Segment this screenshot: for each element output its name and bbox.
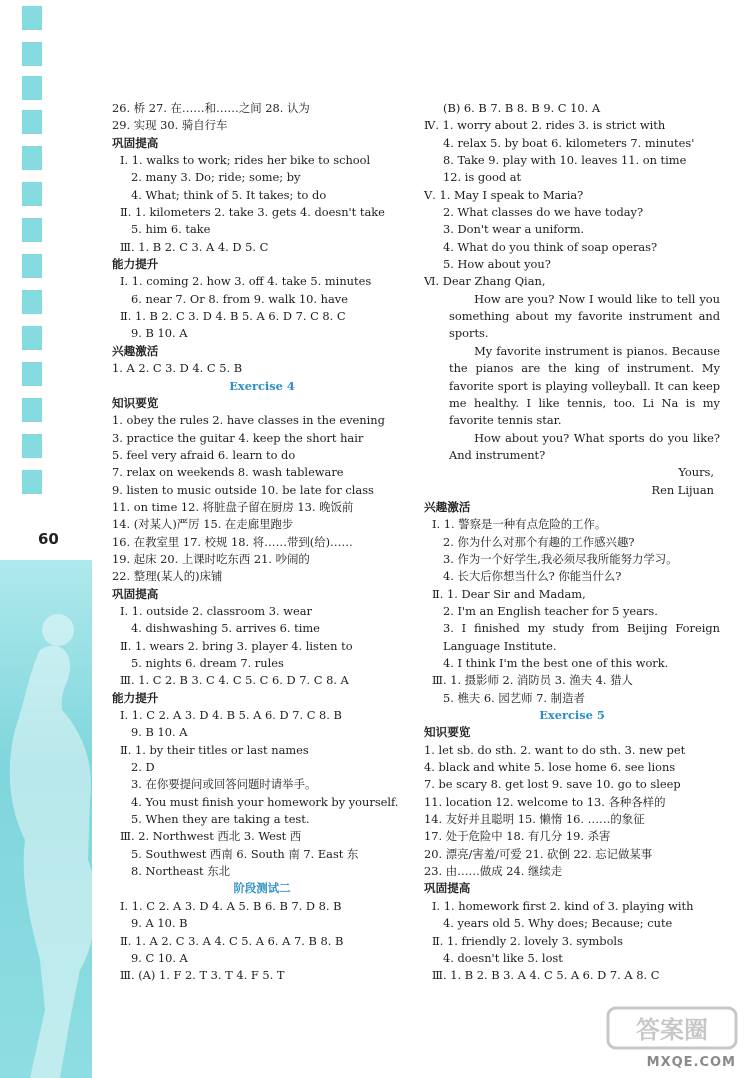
section-heading: 能力提升	[112, 690, 159, 705]
runner-silhouette-icon	[0, 560, 92, 1078]
margin-tab	[22, 6, 42, 30]
answer-line: (B) 6. B 7. B 8. B 9. C 10. A	[443, 101, 601, 115]
answer-line: 11. location 12. welcome to 13. 各种各样的	[424, 794, 666, 809]
exercise-title: Exercise 4	[229, 378, 295, 393]
answer-line: Ⅲ. 2. Northwest 西北 3. West 西	[120, 829, 302, 844]
answer-line: Ⅱ. 1. kilometers 2. take 3. gets 4. doesn't take	[120, 205, 385, 220]
letter-paragraph: How are you? Now I would like to tell you something about my favorite instrument and sports.	[449, 291, 720, 341]
letter-paragraph: My favorite instrument is pianos. Because the pianos are the king of instrument. My favorite sport is playing volleyball. It can keep me healthy. I like tennis, too. Li Na is my favorite tennis star.	[449, 343, 720, 428]
margin-tab	[22, 434, 42, 458]
answer-line: 4. You must finish your homework by yourself.	[131, 794, 399, 809]
answer-line: 3. practice the guitar 4. keep the short hair	[112, 430, 364, 445]
answer-line: 5. When they are taking a test.	[131, 812, 310, 827]
margin-tab	[22, 290, 42, 314]
answer-line: 7. be scary 8. get lost 9. save 10. go to sleep	[424, 777, 681, 792]
answer-line: Ⅴ. 1. May I speak to Maria?	[424, 187, 584, 202]
answer-line: 4. doesn't like 5. lost	[443, 950, 563, 965]
margin-tab	[22, 182, 42, 206]
section-heading: 知识要览	[112, 395, 159, 410]
answer-line: 29. 实现 30. 骑自行车	[112, 118, 228, 133]
exercise-title: Exercise 5	[539, 708, 605, 723]
answer-line: 5. feel very afraid 6. learn to do	[112, 447, 296, 462]
answer-line: 8. Take 9. play with 10. leaves 11. on time	[443, 153, 687, 168]
section-heading: 知识要览	[424, 725, 471, 740]
answer-line: Ⅲ. 1. B 2. C 3. A 4. D 5. C	[120, 239, 269, 254]
answer-line: 14. 友好并且聪明 15. 懒惰 16. ……的象征	[424, 812, 645, 827]
answer-line: 9. B 10. A	[131, 326, 188, 341]
answer-line: 22. 整理(某人的)床铺	[112, 569, 223, 584]
answer-line: 2. I'm an English teacher for 5 years.	[443, 603, 658, 618]
answer-line: Ⅱ. 1. B 2. C 3. D 4. B 5. A 6. D 7. C 8. C	[120, 309, 346, 324]
answer-line: 19. 起床 20. 上课时吃东西 21. 吵闹的	[112, 551, 310, 566]
answer-line: 17. 处于危险中 18. 有几分 19. 杀害	[424, 829, 611, 844]
answer-line: 5. Southwest 西南 6. South 南 7. East 东	[131, 846, 359, 861]
margin-tab	[22, 362, 42, 386]
answer-line: 2. 你为什么对那个有趣的工作感兴趣?	[443, 534, 635, 549]
section-heading: 兴趣激活	[112, 343, 159, 358]
page-margin-decoration	[0, 0, 100, 1078]
answer-line: 5. How about you?	[443, 257, 551, 272]
answer-line: Ⅱ. 1. friendly 2. lovely 3. symbols	[432, 933, 623, 948]
answer-line: Ⅲ. (A) 1. F 2. T 3. T 4. F 5. T	[120, 968, 285, 983]
letter-paragraph: How about you? What sports do you like? And instrument?	[449, 430, 720, 462]
answer-line: 4. What do you think of soap operas?	[443, 239, 658, 254]
answer-line: Yours,	[678, 465, 714, 480]
answer-line: 16. 在教室里 17. 校规 18. 将……带到(给)……	[112, 534, 353, 549]
answer-line: 4. 长大后你想当什么? 你能当什么?	[443, 569, 622, 584]
answer-line: 9. listen to music outside 10. be late for class	[112, 482, 374, 497]
answer-line: 12. is good at	[443, 170, 522, 185]
section-heading: 巩固提高	[112, 586, 159, 601]
answer-line: Ⅰ. 1. C 2. A 3. D 4. A 5. B 6. B 7. D 8. B	[120, 898, 342, 913]
answer-line: Ⅲ. 1. C 2. B 3. C 4. C 5. C 6. D 7. C 8. A	[120, 673, 349, 688]
answer-line: 26. 桥 27. 在……和……之间 28. 认为	[112, 101, 310, 115]
answer-line: 20. 漂亮/害羞/可爱 21. 砍倒 22. 忘记做某事	[424, 846, 653, 861]
answer-line: Ⅰ. 1. homework first 2. kind of 3. playing with	[432, 898, 694, 913]
answer-line: Ⅱ. 1. wears 2. bring 3. player 4. listen to	[120, 638, 353, 653]
watermark-text: MXQE.COM	[646, 1055, 736, 1070]
answer-line: 2. D	[131, 760, 155, 775]
answer-line: Ⅰ. 1. coming 2. how 3. off 4. take 5. minutes	[120, 274, 372, 289]
answer-line: 4. years old 5. Why does; Because; cute	[443, 916, 673, 931]
answer-line: 8. Northeast 东北	[131, 864, 231, 879]
answer-line: Ⅰ. 1. C 2. A 3. D 4. B 5. A 6. D 7. C 8. B	[120, 708, 342, 723]
section-heading: 兴趣激活	[424, 499, 471, 514]
answer-line: 14. (对某人)严厉 15. 在走廊里跑步	[112, 517, 294, 532]
answer-line: 1. obey the rules 2. have classes in the evening	[112, 413, 385, 428]
answer-line: 3. Don't wear a uniform.	[443, 222, 585, 237]
margin-tab	[22, 254, 42, 278]
answer-line: 23. 由……做成 24. 继续走	[424, 864, 563, 879]
svg-text:答案圈: 答案圈	[636, 1016, 708, 1044]
answer-column-right	[424, 100, 720, 985]
exercise-title: 阶段测试二	[233, 881, 291, 896]
answer-line: 5. nights 6. dream 7. rules	[131, 656, 284, 670]
answer-line: Ren Lijuan	[651, 482, 714, 497]
answer-line: 11. on time 12. 将脏盘子留在厨房 13. 晚饭前	[112, 499, 354, 514]
answer-line: Ⅱ. 1. Dear Sir and Madam,	[432, 586, 586, 601]
answer-line: Ⅰ. 1. outside 2. classroom 3. wear	[120, 603, 312, 618]
margin-tab	[22, 146, 42, 170]
answer-line: Ⅲ. 1. 摄影师 2. 消防员 3. 渔夫 4. 猎人	[432, 673, 633, 688]
section-heading: 巩固提高	[424, 881, 471, 896]
answer-line: 7. relax on weekends 8. wash tableware	[112, 465, 344, 480]
answer-line: 4. I think I'm the best one of this work.	[443, 656, 669, 670]
margin-tab	[22, 470, 42, 494]
margin-color-band	[0, 560, 92, 1078]
margin-tab	[22, 326, 42, 350]
margin-tab	[22, 42, 42, 66]
answer-line: Ⅰ. 1. 警察是一种有点危险的工作。	[432, 517, 607, 532]
answer-line: Ⅲ. 1. B 2. B 3. A 4. C 5. A 6. D 7. A 8. C	[432, 968, 660, 983]
letter-paragraph: 3. I finished my study from Beijing Foreign Language Institute.	[443, 621, 720, 653]
answer-line: 3. 作为一个好学生,我必须尽我所能努力学习。	[443, 551, 678, 566]
answer-line: 2. What classes do we have today?	[443, 205, 644, 220]
answer-line: 2. many 3. Do; ride; some; by	[131, 170, 301, 185]
answer-line: Ⅳ. 1. worry about 2. rides 3. is strict with	[424, 118, 666, 133]
answer-line: 5. him 6. take	[131, 222, 211, 237]
answer-line: 4. What; think of 5. It takes; to do	[131, 187, 327, 202]
margin-tab	[22, 218, 42, 242]
answer-line: Ⅰ. 1. walks to work; rides her bike to school	[120, 153, 371, 168]
answer-line: 1. A 2. C 3. D 4. C 5. B	[112, 361, 243, 376]
answer-line: 9. A 10. B	[131, 916, 188, 931]
margin-tab	[22, 76, 42, 100]
page-number: 60	[38, 530, 59, 548]
answer-column-left	[112, 100, 412, 985]
answer-line: Ⅱ. 1. A 2. C 3. A 4. C 5. A 6. A 7. B 8. B	[120, 933, 344, 948]
margin-tab	[22, 110, 42, 134]
answer-line: 5. 樵夫 6. 园艺师 7. 制造者	[443, 690, 585, 705]
answer-line: 4. black and white 5. lose home 6. see lions	[424, 760, 676, 775]
answer-line: 9. B 10. A	[131, 725, 188, 740]
answer-line: 3. 在你要提问或回答问题时请举手。	[131, 777, 317, 792]
section-heading: 能力提升	[112, 257, 159, 272]
answer-line: 9. C 10. A	[131, 950, 188, 965]
answer-line: 1. let sb. do sth. 2. want to do sth. 3. new pet	[424, 742, 686, 757]
answer-line: 4. relax 5. by boat 6. kilometers 7. minutes'	[443, 135, 695, 150]
answer-line: 4. dishwashing 5. arrives 6. time	[131, 621, 320, 636]
section-heading: 巩固提高	[112, 135, 159, 150]
margin-tab	[22, 398, 42, 422]
answer-line: Ⅱ. 1. by their titles or last names	[120, 742, 309, 757]
answer-line: Ⅵ. Dear Zhang Qian,	[424, 274, 546, 289]
answer-line: 6. near 7. Or 8. from 9. walk 10. have	[131, 291, 348, 306]
